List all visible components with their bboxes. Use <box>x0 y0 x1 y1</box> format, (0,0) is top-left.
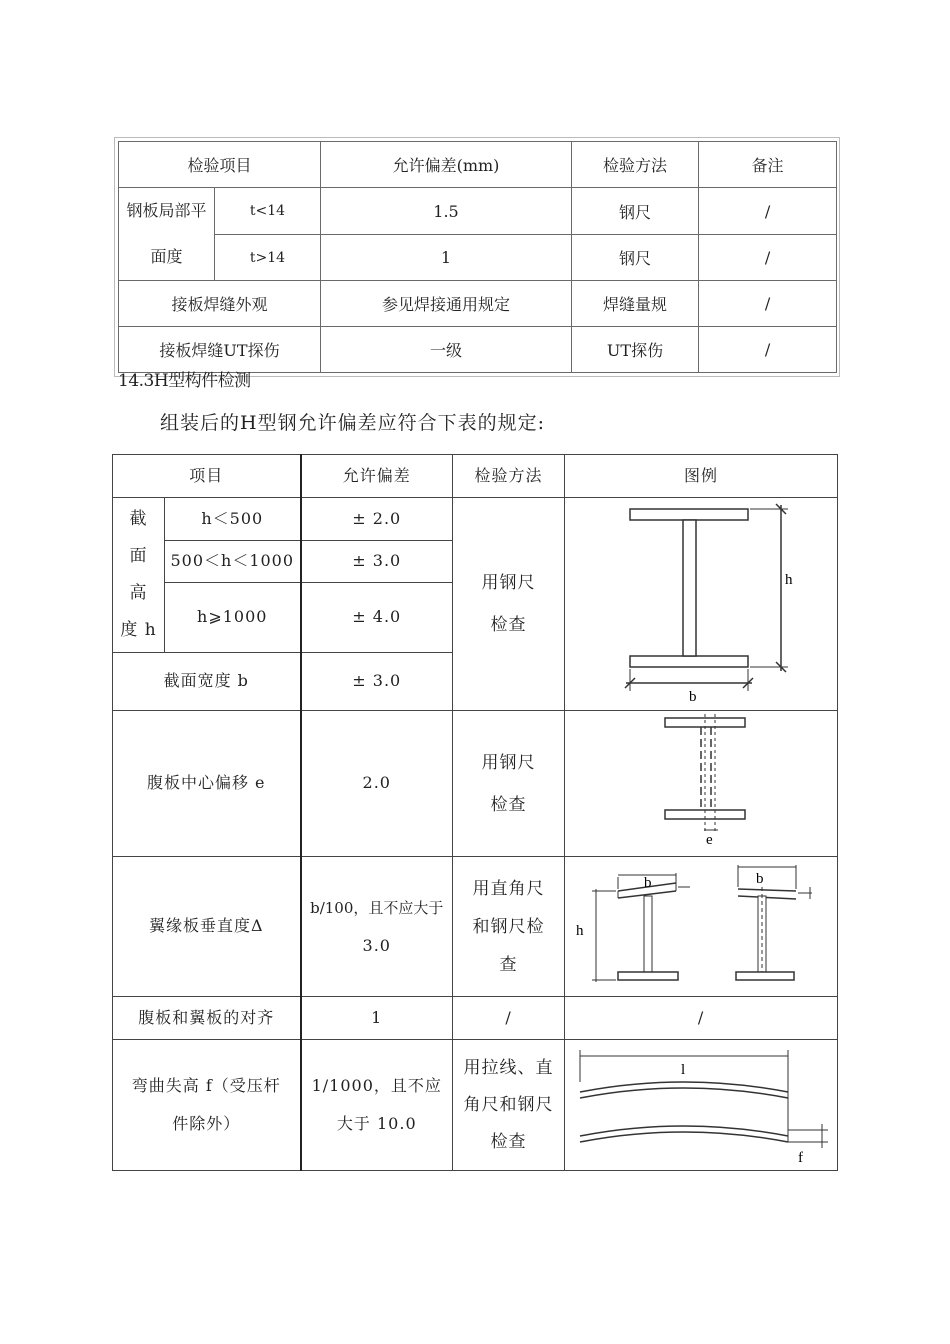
method-line: 用钢尺 <box>481 752 536 773</box>
h-label-left: h <box>576 922 585 939</box>
tolerance-cell: ± 3.0 <box>301 653 453 711</box>
header-cell: 检验方法 <box>453 455 565 498</box>
header-cell: 允许偏差(mm) <box>321 142 572 188</box>
item-cell: 腹板和翼板的对齐 <box>113 997 301 1040</box>
sub-cell: t<14 <box>215 188 321 235</box>
header-cell: 检验方法 <box>572 142 699 188</box>
vertical-char: 截 <box>129 509 148 529</box>
web-offset-figure <box>566 714 836 854</box>
method-cell <box>453 857 565 997</box>
item-line: 面度 <box>150 247 183 266</box>
h-label: h <box>785 572 794 588</box>
item-cell: 翼缘板垂直度Δ <box>113 857 301 997</box>
vertical-char: 度 h <box>120 620 157 640</box>
method-cell <box>453 498 565 711</box>
figure-cell: / <box>565 997 838 1040</box>
method-cell <box>453 1040 565 1171</box>
tolerance-line: 1/1000，且不应 <box>311 1076 442 1095</box>
method-line: 用直角尺 <box>472 878 545 899</box>
figure-cell <box>565 498 838 711</box>
method-cell: 钢尺 <box>572 235 699 281</box>
h-section-height-width-figure <box>566 499 836 709</box>
table-row <box>113 1040 838 1171</box>
method-cell: 焊缝量规 <box>572 281 699 327</box>
item-cell: 接板焊缝UT探伤 <box>119 327 321 373</box>
header-cell: 项目 <box>113 455 301 498</box>
note-cell: / <box>699 327 837 373</box>
header-cell: 备注 <box>699 142 837 188</box>
tolerance-cell: ± 2.0 <box>301 498 453 541</box>
tolerance-cell: 2.0 <box>301 711 453 857</box>
item-line: 件除外） <box>172 1114 241 1133</box>
method-line: 查 <box>499 954 518 975</box>
figure-cell <box>565 857 838 997</box>
method-cell: 钢尺 <box>572 188 699 235</box>
method-line: 用钢尺 <box>481 573 536 593</box>
tolerance-cell: ± 3.0 <box>301 541 453 583</box>
sub-cell: h＜500 <box>165 498 301 541</box>
sub-cell: t>14 <box>215 235 321 281</box>
tolerance-cell: 参见焊接通用规定 <box>321 281 572 327</box>
tolerance-line: 3.0 <box>362 935 391 955</box>
vertical-char: 面 <box>129 546 148 566</box>
item-cell: 腹板中心偏移 e <box>113 711 301 857</box>
table-row <box>119 235 837 281</box>
table-row <box>113 498 838 541</box>
table-header-row <box>119 142 837 188</box>
method-cell: UT探伤 <box>572 327 699 373</box>
header-cell: 允许偏差 <box>301 455 453 498</box>
table-row <box>119 281 837 327</box>
table-row <box>113 857 838 997</box>
item-cell <box>119 188 215 281</box>
item-cell <box>113 1040 301 1171</box>
table-row <box>113 997 838 1040</box>
item-line: 钢板局部平 <box>126 201 207 220</box>
method-line: 检查 <box>490 794 527 815</box>
table-row <box>113 711 838 857</box>
e-label: e <box>706 831 714 848</box>
l-label: l <box>681 1062 687 1078</box>
figure-cell <box>565 1040 838 1171</box>
flange-perpendicularity-figure <box>566 859 836 995</box>
b-label-right: b <box>756 870 765 887</box>
section-height-label <box>113 498 165 653</box>
sub-cell: 500＜h＜1000 <box>165 541 301 583</box>
method-line: 角尺和钢尺 <box>463 1094 554 1115</box>
tolerance-line: b/100，且不应大于 <box>310 898 444 917</box>
header-cell: 检验项目 <box>119 142 321 188</box>
figure-cell <box>565 711 838 857</box>
bending-camber-figure <box>566 1042 836 1168</box>
method-line: 用拉线、直 <box>463 1057 554 1078</box>
b-label: b <box>689 689 698 705</box>
item-line: 弯曲失高 f（受压杆 <box>131 1076 281 1095</box>
method-cell: / <box>453 997 565 1040</box>
tolerance-cell: ± 4.0 <box>301 583 453 653</box>
f-label: f <box>798 1150 805 1166</box>
tolerance-table-h-section <box>112 454 838 1171</box>
method-line: 检查 <box>490 1131 527 1152</box>
sub-cell: h⩾1000 <box>165 583 301 653</box>
method-line: 和钢尺检 <box>472 916 545 937</box>
table-header-row <box>113 455 838 498</box>
item-cell: 接板焊缝外观 <box>119 281 321 327</box>
header-cell: 图例 <box>565 455 838 498</box>
vertical-char: 高 <box>129 583 148 603</box>
b-label-left: b <box>644 874 653 891</box>
note-cell: / <box>699 188 837 235</box>
tolerance-cell <box>301 1040 453 1171</box>
tolerance-line: 大于 10.0 <box>336 1114 417 1133</box>
tolerance-cell <box>301 857 453 997</box>
method-cell <box>453 711 565 857</box>
tolerance-cell: 1.5 <box>321 188 572 235</box>
item-cell: 截面宽度 b <box>113 653 301 711</box>
note-cell: / <box>699 235 837 281</box>
tolerance-cell: 1 <box>301 997 453 1040</box>
tolerance-cell: 一级 <box>321 327 572 373</box>
method-line: 检查 <box>490 615 527 635</box>
intro-paragraph: 组装后的H型钢允许偏差应符合下表的规定: <box>160 412 545 434</box>
tolerance-table-steel-plate <box>118 141 837 373</box>
tolerance-cell: 1 <box>321 235 572 281</box>
table-row <box>119 188 837 235</box>
section-heading: 14.3H型构件检测 <box>118 371 251 391</box>
note-cell: / <box>699 281 837 327</box>
